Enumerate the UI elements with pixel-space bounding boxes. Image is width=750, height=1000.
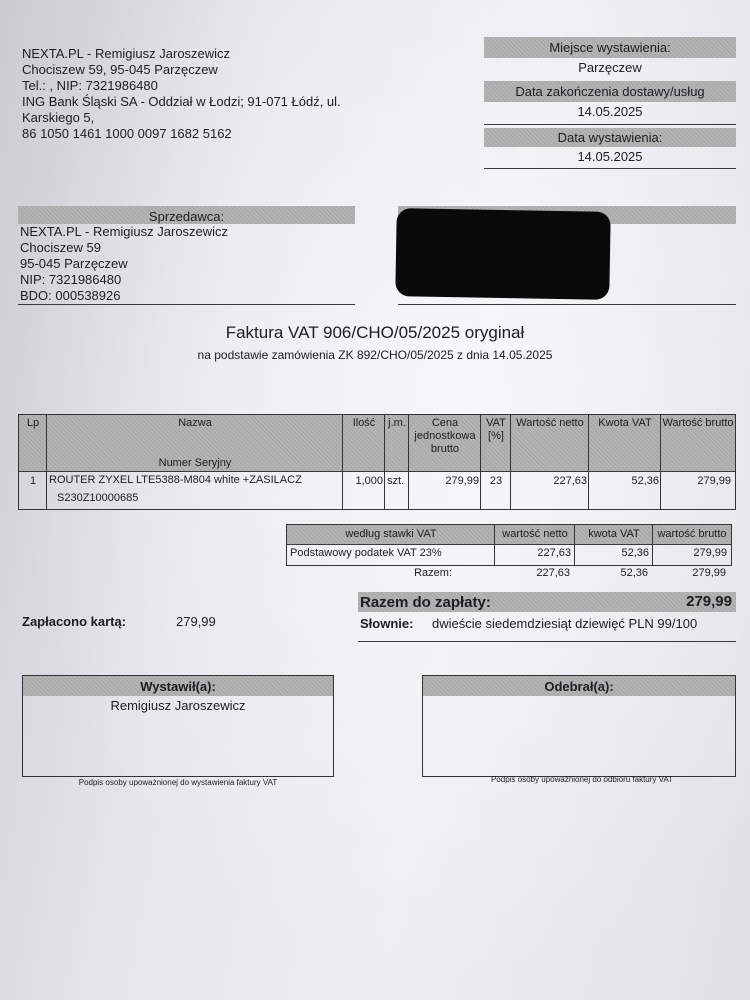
seller-line: BDO: 000538926 xyxy=(20,288,121,303)
paid-by-card-value: 279,99 xyxy=(176,614,216,629)
col-price: Cena jednostkowa brutto xyxy=(414,417,476,455)
received-by-label: Odebrał(a): xyxy=(423,676,735,696)
vat-summary-header: według stawki VAT xyxy=(345,528,437,540)
paid-by-card-label: Zapłacono kartą: xyxy=(22,614,127,629)
vat-summary-vat: 52,36 xyxy=(621,547,649,559)
issued-by-label: Wystawił(a): xyxy=(23,676,333,696)
invoice-title: Faktura VAT 906/CHO/05/2025 oryginał xyxy=(225,323,525,342)
row-vat: 23 xyxy=(489,475,503,487)
issue-date-label: Data wystawienia: xyxy=(484,128,736,147)
place-value: Parzęczew xyxy=(578,60,642,75)
issued-by-name: Remigiusz Jaroszewicz xyxy=(110,698,246,713)
col-gross: Wartość brutto xyxy=(662,417,734,429)
col-serial: Numer Seryjny xyxy=(158,457,232,469)
vat-summary-gross: 279,99 xyxy=(693,547,727,559)
vat-total-net: 227,63 xyxy=(536,567,570,579)
row-gross: 279,99 xyxy=(697,475,731,487)
total-due-value: 279,99 xyxy=(686,593,732,610)
vat-total-label: Razem: xyxy=(414,567,452,579)
total-due-label: Razem do zapłaty: xyxy=(360,594,491,611)
vat-total-gross: 279,99 xyxy=(692,567,726,579)
issue-date-value: 14.05.2025 xyxy=(577,149,643,164)
invoice-subtitle: na podstawie zamówienia ZK 892/CHO/05/2025 z dnia 14.05.2025 xyxy=(197,348,553,362)
col-vat-amount: Kwota VAT xyxy=(598,417,652,429)
delivery-date-label: Data zakończenia dostawy/usług xyxy=(484,81,736,102)
seller-line: NIP: 7321986480 xyxy=(20,272,122,287)
seller-header-line: NEXTA.PL - Remigiusz Jaroszewicz xyxy=(22,46,231,61)
col-qty: Ilość xyxy=(352,417,376,429)
seller-line: 95-045 Parzęczew xyxy=(20,256,128,271)
row-serial: S230Z10000685 xyxy=(57,492,139,504)
words-label: Słownie: xyxy=(360,616,414,631)
received-by-caption: Podpis osoby upoważnionej do odbioru faktury VAT xyxy=(490,775,674,784)
items-table xyxy=(18,414,736,510)
vat-summary-header: wartość brutto xyxy=(657,528,727,540)
col-unit: j.m. xyxy=(388,417,406,429)
col-lp: Lp xyxy=(26,417,40,429)
vat-summary-header: kwota VAT xyxy=(588,528,640,540)
col-name: Nazwa xyxy=(178,417,212,429)
seller-block xyxy=(20,224,350,304)
row-qty: 1,000 xyxy=(355,475,383,487)
seller-header xyxy=(22,46,382,142)
seller-header-line: Karskiego 5, xyxy=(22,110,95,125)
redaction-mark xyxy=(395,208,611,300)
delivery-date-value: 14.05.2025 xyxy=(577,104,643,119)
issued-by-box xyxy=(22,675,334,777)
seller-header-line: 86 1050 1461 1000 0097 1682 5162 xyxy=(22,126,232,141)
col-net: Wartość netto xyxy=(516,417,584,429)
row-name: ROUTER ZYXEL LTE5388-M804 white +ZASILACZ xyxy=(49,474,302,486)
seller-header-line: ING Bank Śląski SA - Oddział w Łodzi; 91-071 Łódź, ul. xyxy=(22,94,341,109)
issued-by-caption: Podpis osoby upoważnionej do wystawienia faktury VAT xyxy=(78,778,278,787)
vat-total-vat: 52,36 xyxy=(620,567,648,579)
vat-summary-table xyxy=(286,524,732,566)
words-value: dwieście siedemdziesiąt dziewięć PLN 99/100 xyxy=(432,616,698,631)
seller-line: NEXTA.PL - Remigiusz Jaroszewicz xyxy=(20,224,229,239)
vat-summary-net: 227,63 xyxy=(537,547,571,559)
vat-summary-rate: Podstawowy podatek VAT 23% xyxy=(290,547,442,559)
seller-header-line: Tel.: , NIP: 7321986480 xyxy=(22,78,158,93)
row-lp: 1 xyxy=(29,475,37,487)
seller-label: Sprzedawca: xyxy=(18,206,355,224)
received-by-box xyxy=(422,675,736,777)
vat-summary-header: wartość netto xyxy=(502,528,568,540)
row-unit: szt. xyxy=(387,475,405,487)
seller-header-line: Chociszew 59, 95-045 Parzęczew xyxy=(22,62,218,77)
row-net: 227,63 xyxy=(553,475,587,487)
place-label: Miejsce wystawienia: xyxy=(484,37,736,58)
seller-line: Chociszew 59 xyxy=(20,240,101,255)
col-vat: VAT [%] xyxy=(486,417,506,442)
row-price: 279,99 xyxy=(445,475,479,487)
row-vat-amount: 52,36 xyxy=(631,475,659,487)
